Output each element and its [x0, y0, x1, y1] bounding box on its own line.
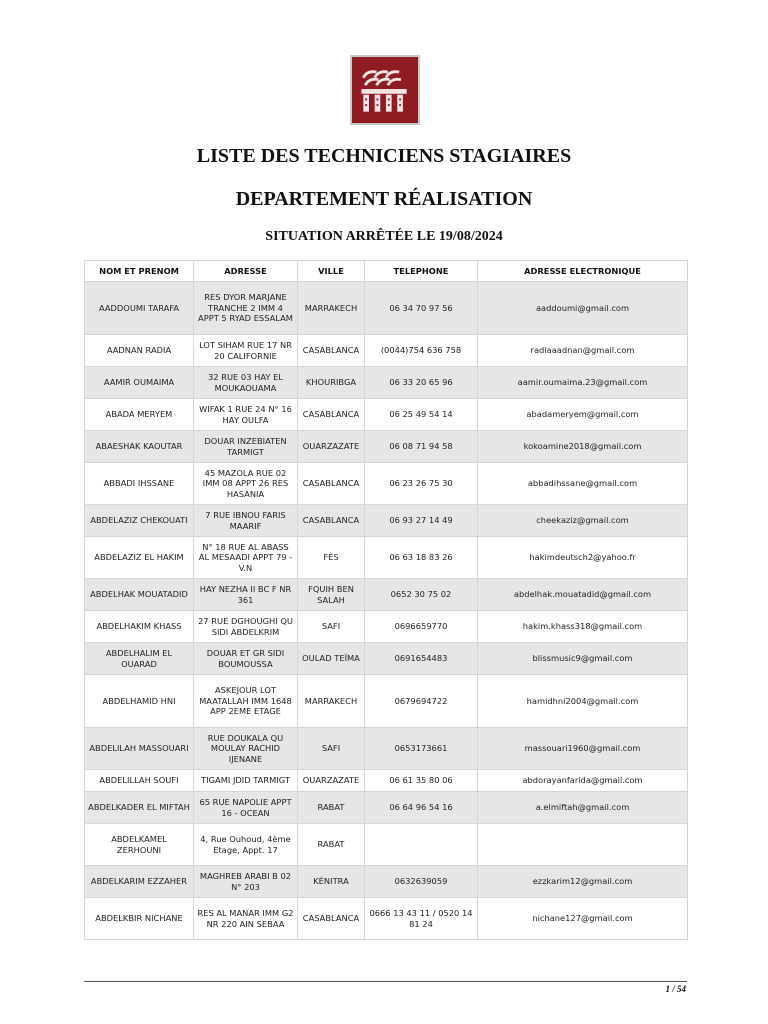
cell-city: FQUIH BEN SALAH — [298, 579, 365, 611]
cell-email: aaddoumi@gmail.com — [478, 282, 688, 335]
cell-city: SAFI — [298, 611, 365, 643]
cell-name: ABDELAZIZ CHEKOUATI — [85, 505, 194, 537]
cell-name: AAMIR OUMAIMA — [85, 367, 194, 399]
column-header-phone: TELEPHONE — [365, 261, 478, 282]
cell-email: a.elmiftah@gmail.com — [478, 792, 688, 824]
cell-email: radiaaadnan@gmail.com — [478, 335, 688, 367]
cell-city: FÈS — [298, 537, 365, 579]
table-row — [85, 898, 688, 940]
cell-phone: 0696659770 — [365, 611, 478, 643]
cell-city: OUARZAZATE — [298, 770, 365, 792]
cell-phone: 06 64 96 54 16 — [365, 792, 478, 824]
cell-phone: 0679694722 — [365, 675, 478, 728]
cell-name: ABDELILAH MASSOUARI — [85, 728, 194, 770]
cell-address: TIGAMI JDID TARMIGT — [194, 770, 298, 792]
cell-city: SAFI — [298, 728, 365, 770]
table-row — [85, 431, 688, 463]
cell-city: OUARZAZATE — [298, 431, 365, 463]
cell-city: CASABLANCA — [298, 505, 365, 537]
cell-city: CASABLANCA — [298, 898, 365, 940]
cell-address: 7 RUE IBNOU FARIS MAARIF — [194, 505, 298, 537]
table-row — [85, 463, 688, 505]
cell-address: 4, Rue Ouhoud, 4ème Etage, Appt. 17 — [194, 824, 298, 866]
cell-address: DOUAR ET GR SIDI BOUMOUSSA — [194, 643, 298, 675]
cell-name: AADNAN RADIA — [85, 335, 194, 367]
cell-email: nichane127@gmail.com — [478, 898, 688, 940]
cell-address: DOUAR INZEBIATEN TARMIGT — [194, 431, 298, 463]
cell-name: AADDOUMI TARAFA — [85, 282, 194, 335]
cell-phone: 0653173661 — [365, 728, 478, 770]
cell-city: RABAT — [298, 792, 365, 824]
table-header-row — [85, 261, 688, 282]
cell-city: OULAD TEÏMA — [298, 643, 365, 675]
cell-address: 45 MAZOLA RUE 02 IMM 08 APPT 26 RES HASANIA — [194, 463, 298, 505]
cell-city: CASABLANCA — [298, 335, 365, 367]
cell-address: MAGHREB ARABI B 02 N° 203 — [194, 866, 298, 898]
cell-phone: 06 25 49 54 14 — [365, 399, 478, 431]
cell-address: RES AL MANAR IMM G2 NR 220 AIN SEBAA — [194, 898, 298, 940]
trainees-table — [84, 260, 688, 940]
cell-city: RABAT — [298, 824, 365, 866]
situation-date: SITUATION ARRÊTÉE LE 19/08/2024 — [265, 229, 503, 244]
column-header-name: NOM ET PRENOM — [85, 261, 194, 282]
cell-address: RES DYOR MARJANE TRANCHE 2 IMM 4 APPT 5 RYAD ESSALAM — [194, 282, 298, 335]
cell-email: kokoamine2018@gmail.com — [478, 431, 688, 463]
footer-divider — [84, 981, 687, 982]
table-row — [85, 770, 688, 792]
cell-address: LOT SIHAM RUE 17 NR 20 CALIFORNIE — [194, 335, 298, 367]
cell-name: ABDELKARIM EZZAHER — [85, 866, 194, 898]
column-header-email: ADRESSE ELECTRONIQUE — [478, 261, 688, 282]
cell-email: aamir.oumaima.23@gmail.com — [478, 367, 688, 399]
cell-address: ASKEJOUR LOT MAATALLAH IMM 1648 APP 2EME ETAGE — [194, 675, 298, 728]
cell-address: WIFAK 1 RUE 24 N° 16 HAY OULFA — [194, 399, 298, 431]
cell-name: ABDELHALIM EL OUARAD — [85, 643, 194, 675]
cell-phone: 0652 30 75 02 — [365, 579, 478, 611]
cell-phone: 0632639059 — [365, 866, 478, 898]
cell-phone: 06 63 18 83 26 — [365, 537, 478, 579]
table-row — [85, 728, 688, 770]
cell-email — [478, 824, 688, 866]
cell-city: KÉNITRA — [298, 866, 365, 898]
cell-city: CASABLANCA — [298, 399, 365, 431]
cell-phone: 06 33 20 65 96 — [365, 367, 478, 399]
cell-name: ABBADI IHSSANE — [85, 463, 194, 505]
department-title: DEPARTEMENT RÉALISATION — [235, 188, 533, 210]
cell-address: 32 RUE 03 HAY EL MOUKAOUAMA — [194, 367, 298, 399]
table-row — [85, 675, 688, 728]
cell-email: cheekaziz@gmail.com — [478, 505, 688, 537]
cell-name: ABDELKBIR NICHANE — [85, 898, 194, 940]
cell-name: ABDELILLAH SOUFI — [85, 770, 194, 792]
cell-phone: 06 93 27 14 49 — [365, 505, 478, 537]
cell-name: ABDELKADER EL MIFTAH — [85, 792, 194, 824]
cell-name: ABDELKAMEL ZERHOUNI — [85, 824, 194, 866]
cell-address: N° 18 RUE AL ABASS AL MESAADI APPT 79 - V.N — [194, 537, 298, 579]
cell-phone: 06 61 35 80 06 — [365, 770, 478, 792]
cell-email: abdorayanfarida@gmail.com — [478, 770, 688, 792]
cell-email: abbadihssane@gmail.com — [478, 463, 688, 505]
cell-phone: (0044)754 636 758 — [365, 335, 478, 367]
cell-name: ABAESHAK KAOUTAR — [85, 431, 194, 463]
cell-email: hakim.khass318@gmail.com — [478, 611, 688, 643]
cell-phone: 06 23 26 75 30 — [365, 463, 478, 505]
table-row — [85, 335, 688, 367]
cell-phone: 06 08 71 94 58 — [365, 431, 478, 463]
table-row — [85, 367, 688, 399]
cell-email: abdelhak.mouatadid@gmail.com — [478, 579, 688, 611]
cell-phone: 06 34 70 97 56 — [365, 282, 478, 335]
cell-address: RUE DOUKALA QU MOULAY RACHID IJENANE — [194, 728, 298, 770]
cell-city: CASABLANCA — [298, 463, 365, 505]
table-row — [85, 824, 688, 866]
film-reel-logo-icon — [350, 55, 420, 125]
cell-email: blissmusic9@gmail.com — [478, 643, 688, 675]
column-header-address: ADRESSE — [194, 261, 298, 282]
table-row — [85, 537, 688, 579]
cell-email: hakimdeutsch2@yahoo.fr — [478, 537, 688, 579]
page-title: LISTE DES TECHNICIENS STAGIAIRES — [196, 145, 572, 167]
table-row — [85, 579, 688, 611]
cell-address: HAY NEZHA II BC F NR 361 — [194, 579, 298, 611]
cell-phone: 0691654483 — [365, 643, 478, 675]
column-header-city: VILLE — [298, 261, 365, 282]
cell-name: ABDELHAK MOUATADID — [85, 579, 194, 611]
cell-name: ABDELHAKIM KHASS — [85, 611, 194, 643]
cell-email: massouari1960@gmail.com — [478, 728, 688, 770]
cell-address: 27 RUE DGHOUGHI QU SIDI ABDELKRIM — [194, 611, 298, 643]
cell-city: MARRAKECH — [298, 675, 365, 728]
cell-email: abadameryem@gmail.com — [478, 399, 688, 431]
cell-email: ezzkarim12@gmail.com — [478, 866, 688, 898]
cell-phone — [365, 824, 478, 866]
cell-email: hamidhni2004@gmail.com — [478, 675, 688, 728]
table-row — [85, 792, 688, 824]
page-number: 1 / 54 — [665, 984, 686, 994]
cell-name: ABADA MERYEM — [85, 399, 194, 431]
cell-city: KHOURIBGA — [298, 367, 365, 399]
table-row — [85, 866, 688, 898]
table-row — [85, 399, 688, 431]
table-row — [85, 505, 688, 537]
cell-name: ABDELHAMID HNI — [85, 675, 194, 728]
cell-name: ABDELAZIZ EL HAKIM — [85, 537, 194, 579]
table-row — [85, 611, 688, 643]
cell-city: MARRAKECH — [298, 282, 365, 335]
table-row — [85, 643, 688, 675]
cell-phone: 0666 13 43 11 / 0520 14 81 24 — [365, 898, 478, 940]
table-row — [85, 282, 688, 335]
cell-address: 65 RUE NAPOLIE APPT 16 - OCEAN — [194, 792, 298, 824]
